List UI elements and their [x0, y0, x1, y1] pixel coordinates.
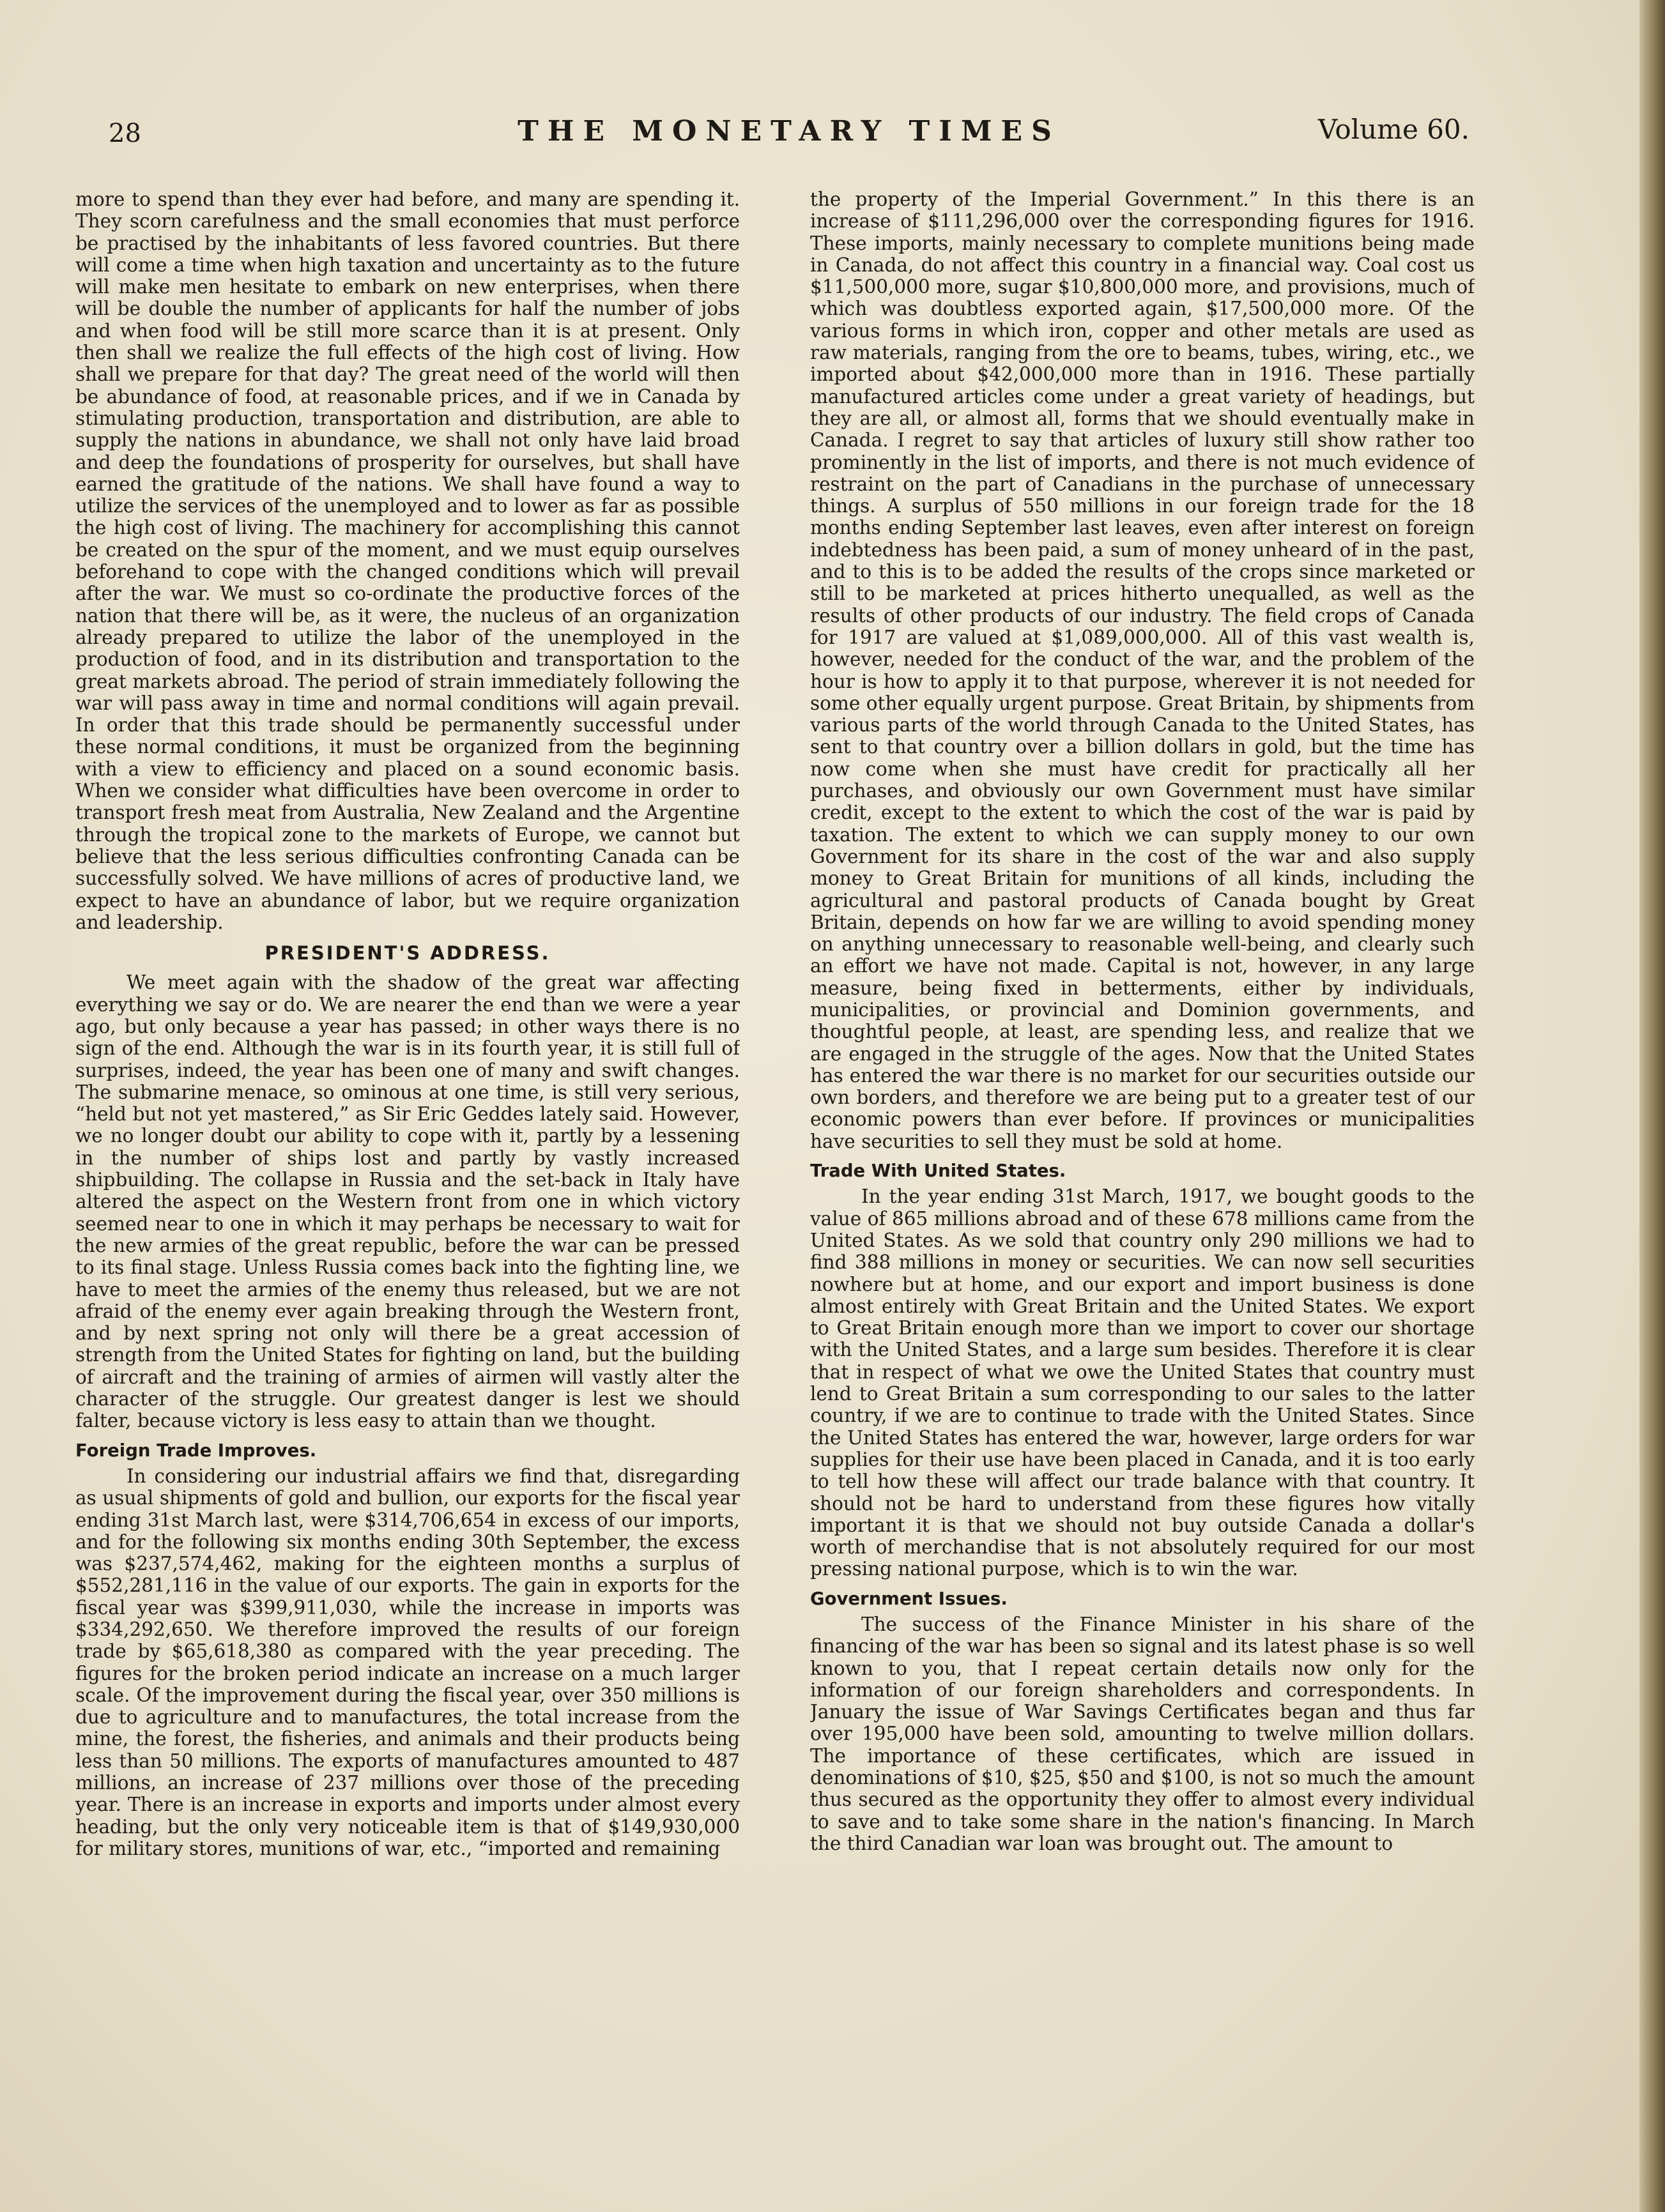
page-number: 28 — [109, 119, 141, 148]
paragraph: We meet again with the shadow of the great war affecting everything we say or do. We are nearer the end than we were a year ago, but only because a year has passed; in other ways there is no sign of the end. Although the war is in its fourth year, it is still full of surprises, indeed, the year has been one of many and swift changes. The submarine menace, so ominous at one time, is still very serious, “held but not yet mastered,” as Sir Eric Geddes lately said. However, we no longer doubt our ability to cope with it, partly by a lessening in the number of ships lost and partly by vastly increased shipbuilding. The collapse in Russia and the set-back in Italy have altered the aspect on the Western front from one in which victory seemed near to one in which it may perhaps be necessary to wait for the new armies of the great republic, before the war can be pressed to its final stage. Unless Russia comes back into the fighting line, we have to meet the armies of the enemy thus released, but we are not afraid of the enemy ever again breaking through the Western front, and by next spring not only will there be a great accession of strength from the United States for fighting on land, but the building of aircraft and the training of armies of airmen will vastly alter the character of the struggle. Our greatest danger is lest we should falter, because victory is less easy to attain than we thought. — [75, 972, 740, 1432]
section-heading: PRESIDENT'S ADDRESS. — [265, 942, 551, 965]
left-column — [75, 188, 740, 2137]
page-edge — [1639, 0, 1665, 2212]
paragraph: In considering our industrial affairs we find that, disregarding as usual shipments of gold and bullion, our exports for the fiscal year ending 31st March last, were $314,706,654 in excess of our imports, and for the following six months ending 30th September, the excess was $237,574,462, making for the eighteen months a surplus of $552,281,116 in the value of our exports. The gain in exports for the fiscal year was $399,911,030, while the increase in imports was $334,292,650. We therefore improved the results of our foreign trade by $65,618,380 as compared with the year preceding. The figures for the broken period indicate an increase on a much larger scale. Of the improvement during the fiscal year, over 350 millions is due to agriculture and to manufactures, the total increase from the mine, the forest, the fisheries, and animals and their products being less than 50 millions. The exports of manufactures amounted to 487 millions, an increase of 237 millions over those of the preceding year. There is an increase in exports and imports under almost every heading, but the only very noticeable item is that of $149,930,000 for military stores, munitions of war, etc., “imported and remaining — [75, 1465, 740, 1859]
section-heading: Trade With United States. — [810, 1161, 1066, 1182]
paragraph: the property of the Imperial Government.” In this there is an increase of $111,296,000 over the corresponding figures for 1916. These imports, mainly necessary to complete munitions being made in Canada, do not affect this country in a financial way. Coal cost us $11,500,000 more, sugar $10,800,000 more, and provisions, much of which was doubtless exported again, $17,500,000 more. Of the various forms in which iron, copper and other metals are used as raw materials, ranging from the ore to beams, tubes, wiring, etc., we imported about $42,000,000 more than in 1916. These partially manufactured articles come under a great variety of headings, but they are all, or almost all, forms that we should eventually make in Canada. I regret to say that articles of luxury still show rather too prominently in the list of imports, and there is not much evidence of restraint on the part of Canadians in the purchase of unnecessary things. A surplus of 550 millions in our foreign trade for the 18 months ending September last leaves, even after interest on foreign indebtedness has been paid, a sum of money unheard of in the past, and to this is to be added the results of the crops since marketed or still to be marketed at prices hitherto unequalled, as well as the results of other products of our industry. The field crops of Canada for 1917 are valued at $1,089,000,000. All of this vast wealth is, however, needed for the conduct of the war, and the problem of the hour is how to apply it to that purpose, wherever it is not needed for some other equally urgent purpose. Great Britain, by shipments from various parts of the world through Canada to the United States, has sent to that country over a billion dollars in gold, but the time has now come when she must have credit for practically all her purchases, and obviously our own Government must have similar credit, except to the extent to which the cost of the war is paid by taxation. The extent to which we can supply money to our own Government for its share in the cost of the war and also supply money to Great Britain for munitions of all kinds, including the agricultural and pastoral products of Canada bought by Great Britain, depends on how far we are willing to avoid spending money on anything unnecessary to reasonable well-being, and clearly such an effort we have not made. Capital is not, however, in any large measure, being fixed in betterments, either by individuals, municipalities, or provincial and Dominion governments, and thoughtful people, at least, are spending less, and realize that we are engaged in the struggle of the ages. Now that the United States has entered the war there is no market for our securities outside our own borders, and therefore we are being put to a greater test of our economic powers than ever before. If provinces or municipalities have securities to sell they must be sold at home. — [810, 188, 1475, 1152]
paragraph: In the year ending 31st March, 1917, we bought goods to the value of 865 millions abroad and of these 678 millions came from the United States. As we sold that country only 290 millions we had to find 388 millions in money or securities. We can now sell securities nowhere but at home, and our export and import business is done almost entirely with Great Britain and the United States. We export to Great Britain enough more than we import to cover our shortage with the United States, and a large sum besides. Therefore it is clear that in respect of what we owe the United States that country must lend to Great Britain a sum corresponding to our sales to the latter country, if we are to continue to trade with the United States. Since the United States has entered the war, however, large orders for war supplies for their use have been placed in Canada, and it is too early to tell how these will affect our trade balance with that country. It should not be hard to understand from these figures how vitally important it is that we should not buy outside Canada a dollar's worth of merchandise that is not absolutely required for our most pressing national purpose, which is to win the war. — [810, 1186, 1475, 1580]
section-heading: Government Issues. — [810, 1588, 1008, 1609]
masthead-title: THE MONETARY TIMES — [518, 115, 1061, 148]
right-column — [810, 188, 1475, 2137]
paragraph: The success of the Finance Minister in his share of the financing of the war has been so signal and its latest phase is so well known to you, that I repeat certain details now only for the information of our foreign shareholders and correspondents. In January the issue of War Savings Certificates began and thus far over 195,000 have been sold, amounting to twelve million dollars. The importance of these certificates, which are issued in denominations of $10, $25, $50 and $100, is not so much the amount thus secured as the opportunity they offer to almost every individual to save and to take some share in the nation's financing. In March the third Canadian war loan was brought out. The amount to — [810, 1613, 1475, 1854]
paragraph: more to spend than they ever had before, and many are spending it. They scorn carefulness and the small economies that must perforce be practised by the inhabitants of less favored countries. But there will come a time when high taxation and uncertainty as to the future will make men hesitate to embark on new enterprises, when there will be double the number of applicants for half the number of jobs and when food will be still more scarce than it is at present. Only then shall we realize the full effects of the high cost of living. How shall we prepare for that day? The great need of the world will then be abundance of food, at reasonable prices, and if we in Canada by stimulating production, transportation and distribution, are able to supply the nations in abundance, we shall not only have laid broad and deep the foundations of prosperity for ourselves, but shall have earned the gratitude of the nations. We shall have found a way to utilize the services of the unemployed and to lower as far as possible the high cost of living. The machinery for accomplishing this cannot be created on the spur of the moment, and we must equip ourselves beforehand to cope with the changed conditions which will prevail after the war. We must so co-ordinate the productive forces of the nation that there will be, as it were, the nucleus of an organization already prepared to utilize the labor of the unemployed in the production of food, and in its distribution and transportation to the great markets abroad. The period of strain immediately following the war will pass away in time and normal conditions will again prevail. In order that this trade should be permanently successful under these normal conditions, it must be organized from the beginning with a view to efficiency and placed on a sound economic basis. When we consider what difficulties have been overcome in order to transport fresh meat from Australia, New Zealand and the Argentine through the tropical zone to the markets of Europe, we cannot but believe that the less serious difficulties confronting Canada can be successfully solved. We have millions of acres of productive land, we expect to have an abundance of labor, but we require organization and leadership. — [75, 188, 740, 933]
page-header — [109, 107, 1469, 152]
volume-label: Volume 60. — [1317, 114, 1469, 145]
section-heading: Foreign Trade Improves. — [75, 1440, 317, 1461]
